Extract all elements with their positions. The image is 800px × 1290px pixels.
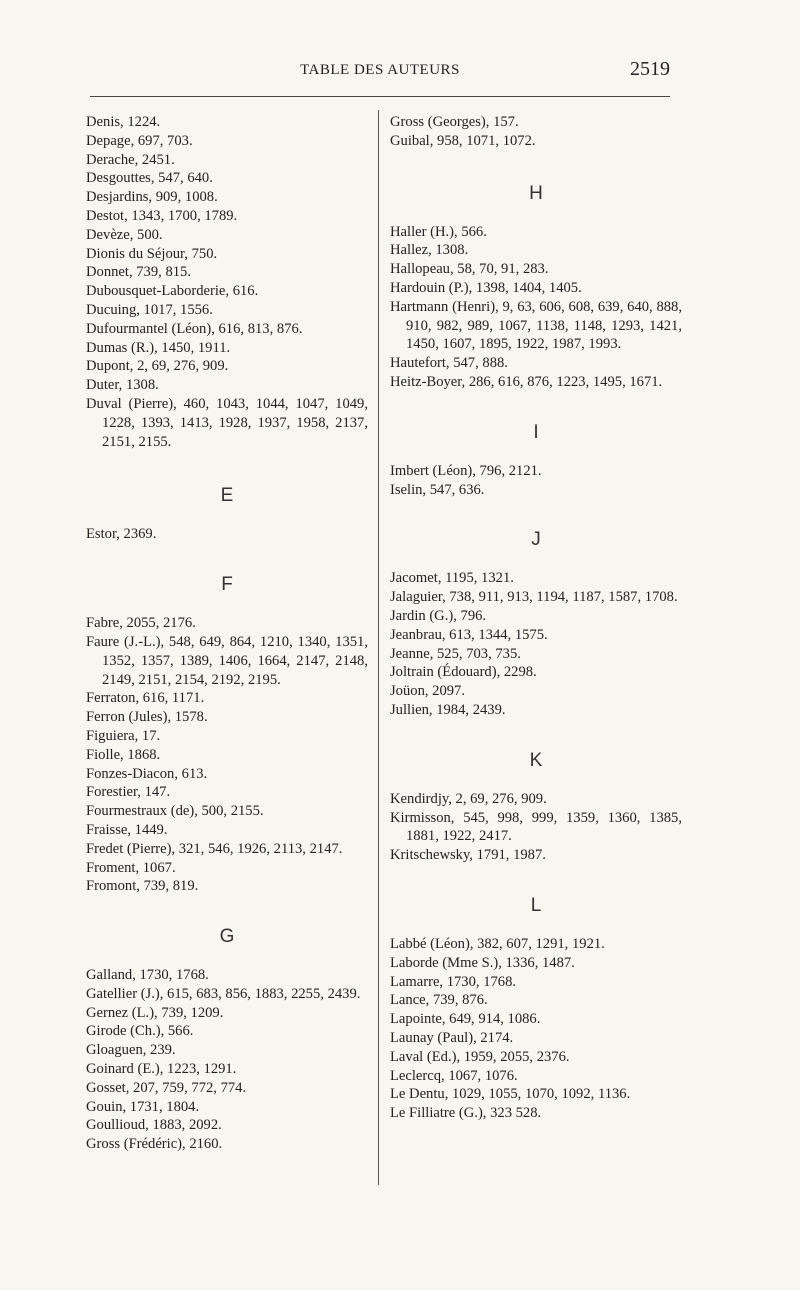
index-entry: Lapointe, 649, 914, 1086.	[390, 1011, 541, 1028]
index-entry: Kendirdjy, 2, 69, 276, 909.	[390, 790, 547, 807]
index-entry: Fredet (Pierre), 321, 546, 1926, 2113, 2147.	[86, 840, 343, 857]
index-entry: Lance, 739, 876.	[390, 992, 488, 1009]
section-letter: J	[531, 529, 541, 551]
section-letter: G	[219, 926, 235, 948]
index-entry: Kirmisson, 545, 998, 999, 1359, 1360, 1385, 1881, 1922, 2417.	[390, 809, 682, 845]
index-entry: Donnet, 739, 815.	[86, 264, 191, 281]
section-e	[86, 485, 368, 544]
letter-gap	[390, 551, 682, 569]
section-letter: H	[529, 182, 543, 204]
letter-gap	[86, 948, 368, 966]
index-entry: Imbert (Léon), 796, 2121.	[390, 462, 542, 479]
index-entry: Fiolle, 1868.	[86, 746, 161, 763]
index-entry: Forestier, 147.	[86, 784, 171, 801]
index-entry: Dubousquet-Laborderie, 616.	[86, 283, 259, 300]
index-entry: Launay (Paul), 2174.	[390, 1029, 514, 1046]
section-l	[390, 895, 682, 1123]
index-entry: Jullien, 1984, 2439.	[390, 701, 506, 718]
index-entry: Laborde (Mme S.), 1336, 1487.	[390, 954, 575, 971]
index-entry: Le Dentu, 1029, 1055, 1070, 1092, 1136.	[390, 1086, 631, 1103]
letter-gap	[390, 772, 682, 790]
index-entry: Hallez, 1308.	[390, 242, 469, 259]
index-entry: Fabre, 2055, 2176.	[86, 615, 196, 632]
section-letter: K	[529, 749, 543, 771]
section-g-cont	[390, 113, 682, 151]
index-entry: Desjardins, 909, 1008.	[86, 189, 218, 206]
index-entry: Goullioud, 1883, 2092.	[86, 1117, 222, 1134]
running-title: TABLE DES AUTEURS	[300, 62, 460, 78]
index-entry: Fourmestraux (de), 500, 2155.	[86, 803, 264, 820]
letter-gap	[86, 596, 368, 614]
letter-gap	[390, 444, 682, 462]
section-h	[390, 183, 682, 392]
index-entry: Kritschewsky, 1791, 1987.	[390, 847, 546, 864]
section-k	[390, 750, 682, 865]
right-column	[390, 113, 682, 1123]
index-entry: Denis, 1224.	[86, 114, 161, 130]
index-entry: Joüon, 2097.	[390, 683, 465, 700]
index-entry: Hardouin (P.), 1398, 1404, 1405.	[390, 279, 582, 296]
index-entry: Froment, 1067.	[86, 859, 176, 876]
index-entry: Iselin, 547, 636.	[390, 481, 485, 498]
index-entry: Guibal, 958, 1071, 1072.	[390, 132, 536, 149]
left-column	[86, 113, 368, 1154]
index-entry: Fromont, 739, 819.	[86, 878, 199, 895]
index-entry: Girode (Ch.), 566.	[86, 1023, 194, 1040]
index-entry: Joltrain (Édouard), 2298.	[390, 664, 537, 681]
index-entry: Hartmann (Henri), 9, 63, 606, 608, 639, 640, 888, 910, 982, 989, 1067, 1138, 1148, 1293, 1421, 1450, 1607, 1895, 1922, 1987, 1993.	[390, 298, 682, 353]
page-number: 2519	[630, 58, 670, 80]
section-letter: I	[533, 421, 539, 443]
index-entry: Galland, 1730, 1768.	[86, 967, 209, 984]
index-entry: Haller (H.), 566.	[390, 223, 487, 240]
index-entry: Gouin, 1731, 1804.	[86, 1098, 200, 1115]
section-d	[86, 113, 368, 451]
index-entry: Jeanne, 525, 703, 735.	[390, 645, 521, 662]
section-i	[390, 422, 682, 500]
index-entry: Lamarre, 1730, 1768.	[390, 973, 517, 990]
section-g	[86, 926, 368, 1154]
index-entry: Duter, 1308.	[86, 377, 159, 394]
section-letter: L	[530, 894, 542, 916]
section-j	[390, 529, 682, 719]
index-entry: Estor, 2369.	[86, 526, 157, 543]
letter-gap	[390, 917, 682, 935]
index-entry: Ferron (Jules), 1578.	[86, 709, 208, 726]
section-letter: F	[221, 574, 233, 596]
section-f	[86, 574, 368, 896]
index-entry: Hallopeau, 58, 70, 91, 283.	[390, 261, 549, 278]
letter-gap	[390, 205, 682, 223]
index-entry: Fonzes-Diacon, 613.	[86, 765, 208, 782]
index-entry: Laval (Ed.), 1959, 2055, 2376.	[390, 1048, 570, 1065]
index-entry: Fraisse, 1449.	[86, 821, 168, 838]
index-entry: Derache, 2451.	[86, 151, 175, 168]
column-divider	[378, 110, 379, 1185]
index-entry: Leclercq, 1067, 1076.	[390, 1067, 518, 1084]
index-entry: Gatellier (J.), 615, 683, 856, 1883, 2255, 2439.	[86, 985, 361, 1002]
index-entry: Dupont, 2, 69, 276, 909.	[86, 358, 229, 375]
index-entry: Gloaguen, 239.	[86, 1042, 176, 1059]
index-entry: Gernez (L.), 739, 1209.	[86, 1004, 224, 1021]
index-entry: Gosset, 207, 759, 772, 774.	[86, 1079, 247, 1096]
index-entry: Jardin (G.), 796.	[390, 607, 487, 624]
index-entry: Dufourmantel (Léon), 616, 813, 876.	[86, 320, 303, 337]
section-letter: E	[220, 485, 234, 507]
index-entry: Hautefort, 547, 888.	[390, 355, 508, 372]
index-entry: Duval (Pierre), 460, 1043, 1044, 1047, 1049, 1228, 1393, 1413, 1928, 1937, 1958, 2137, 2151, 2155.	[86, 395, 368, 450]
index-entry: Labbé (Léon), 382, 607, 1291, 1921.	[390, 935, 605, 952]
index-entry: Goinard (E.), 1223, 1291.	[86, 1061, 237, 1078]
index-entry: Destot, 1343, 1700, 1789.	[86, 207, 238, 224]
index-entry: Ducuing, 1017, 1556.	[86, 301, 213, 318]
index-entry: Jacomet, 1195, 1321.	[390, 570, 514, 587]
index-entry: Devèze, 500.	[86, 226, 163, 243]
index-entry: Dionis du Séjour, 750.	[86, 245, 218, 262]
index-entry: Faure (J.-L.), 548, 649, 864, 1210, 1340, 1351, 1352, 1357, 1389, 1406, 1664, 2147, 2148, 2149, 2151, 2154, 2192, 2195.	[86, 633, 368, 688]
index-entry: Le Filliatre (G.), 323 528.	[390, 1105, 542, 1122]
index-entry: Gross (Georges), 157.	[390, 114, 519, 130]
index-entry: Figuiera, 17.	[86, 727, 161, 744]
index-entry: Gross (Frédéric), 2160.	[86, 1136, 223, 1153]
index-entry: Desgouttes, 547, 640.	[86, 170, 213, 187]
index-entry: Jalaguier, 738, 911, 913, 1194, 1187, 1587, 1708.	[390, 589, 678, 606]
index-entry: Heitz-Boyer, 286, 616, 876, 1223, 1495, 1671.	[390, 373, 663, 390]
page-header	[0, 58, 800, 88]
header-rule	[90, 96, 670, 97]
index-entry: Ferraton, 616, 1171.	[86, 690, 205, 707]
index-entry: Depage, 697, 703.	[86, 132, 193, 149]
index-entry: Jeanbrau, 613, 1344, 1575.	[390, 626, 548, 643]
index-entry: Dumas (R.), 1450, 1911.	[86, 339, 231, 356]
